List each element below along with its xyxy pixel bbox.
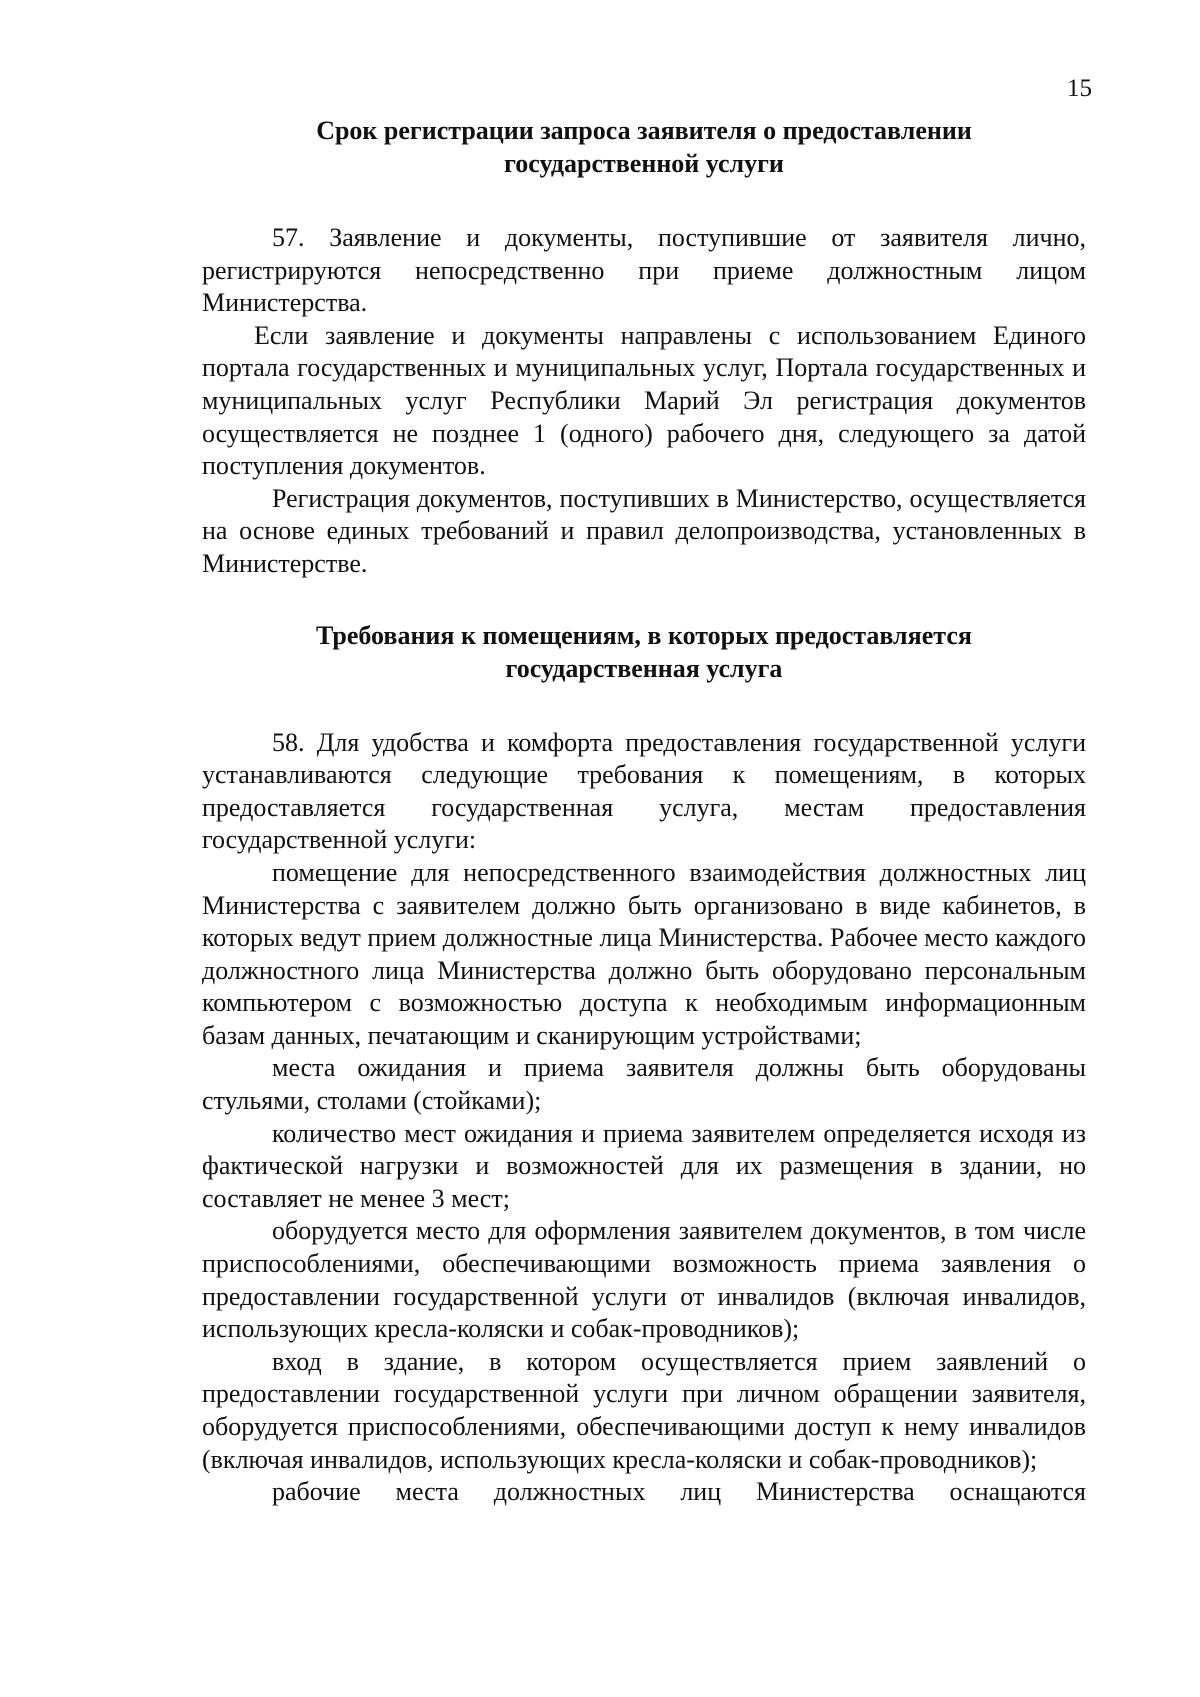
list-item: помещение для непосредственного взаимодействия должностных лиц Министерства с заявителем должно быть организовано в виде кабинетов, в которых ведут прием должностные лица Министерства. Рабочее место каждого должностного лица Министерства должно быть оборудовано персональным компьютером с возможностью доступа к необходимым информационным базам данных, печатающим и сканирующим устройствами;	[202, 857, 1086, 1050]
heading-line: государственная услуга	[505, 653, 783, 683]
paragraph-58: 58. Для удобства и комфорта предоставления государственной услуги устанавливаются следующие требования к помещениям, в которых предоставляется государственная услуга, местам предоставления государственной услуги:	[202, 727, 1086, 855]
paragraph-57: 57. Заявление и документы, поступившие от заявителя лично, регистрируются непосредственно при приеме должностным лицом Министерства.	[202, 223, 1086, 318]
list-item: количество мест ожидания и приема заявителем определяется исходя из фактической нагрузки и возможностей для их размещения в здании, но составляет не менее 3 мест;	[202, 1118, 1086, 1213]
section-heading-registration-term	[202, 114, 1086, 180]
paragraph: Если заявление и документы направлены с использованием Единого портала государственных и муниципальных услуг, Портала государственных и муниципальных услуг Республики Марий Эл регистрация документов осуществляется не позднее 1 (одного) рабочего дня, следующего за датой поступления документов.	[202, 320, 1086, 481]
list-item: места ожидания и приема заявителя должны быть оборудованы стульями, столами (стойками);	[202, 1053, 1086, 1116]
page-number: 15	[1067, 75, 1092, 102]
section-heading-premises-requirements	[202, 619, 1086, 685]
list-item: рабочие места должностных лиц Министерства оснащаются	[272, 1477, 1086, 1507]
heading-line: Срок регистрации запроса заявителя о предоставлении	[316, 116, 972, 145]
list-item: вход в здание, в котором осуществляется прием заявлений о предоставлении государственной услуги при личном обращении заявителя, оборудуется приспособлениями, обеспечивающими доступ к нему инвалидов (включая инвалидов, использующих кресла-коляски и собак-проводников);	[202, 1346, 1086, 1474]
paragraph: Регистрация документов, поступивших в Министерство, осуществляется на основе единых требований и правил делопроизводства, установленных в Министерстве.	[202, 483, 1086, 578]
heading-line: Требования к помещениям, в которых предоставляется	[316, 620, 972, 650]
document-body	[202, 114, 1086, 1509]
heading-line: государственной услуги	[504, 149, 784, 178]
list-item: оборудуется место для оформления заявителем документов, в том числе приспособлениями, обеспечивающими возможность приема заявления о предоставлении государственной услуги от инвалидов (включая инвалидов, использующих кресла-коляски и собак-проводников);	[202, 1216, 1086, 1344]
